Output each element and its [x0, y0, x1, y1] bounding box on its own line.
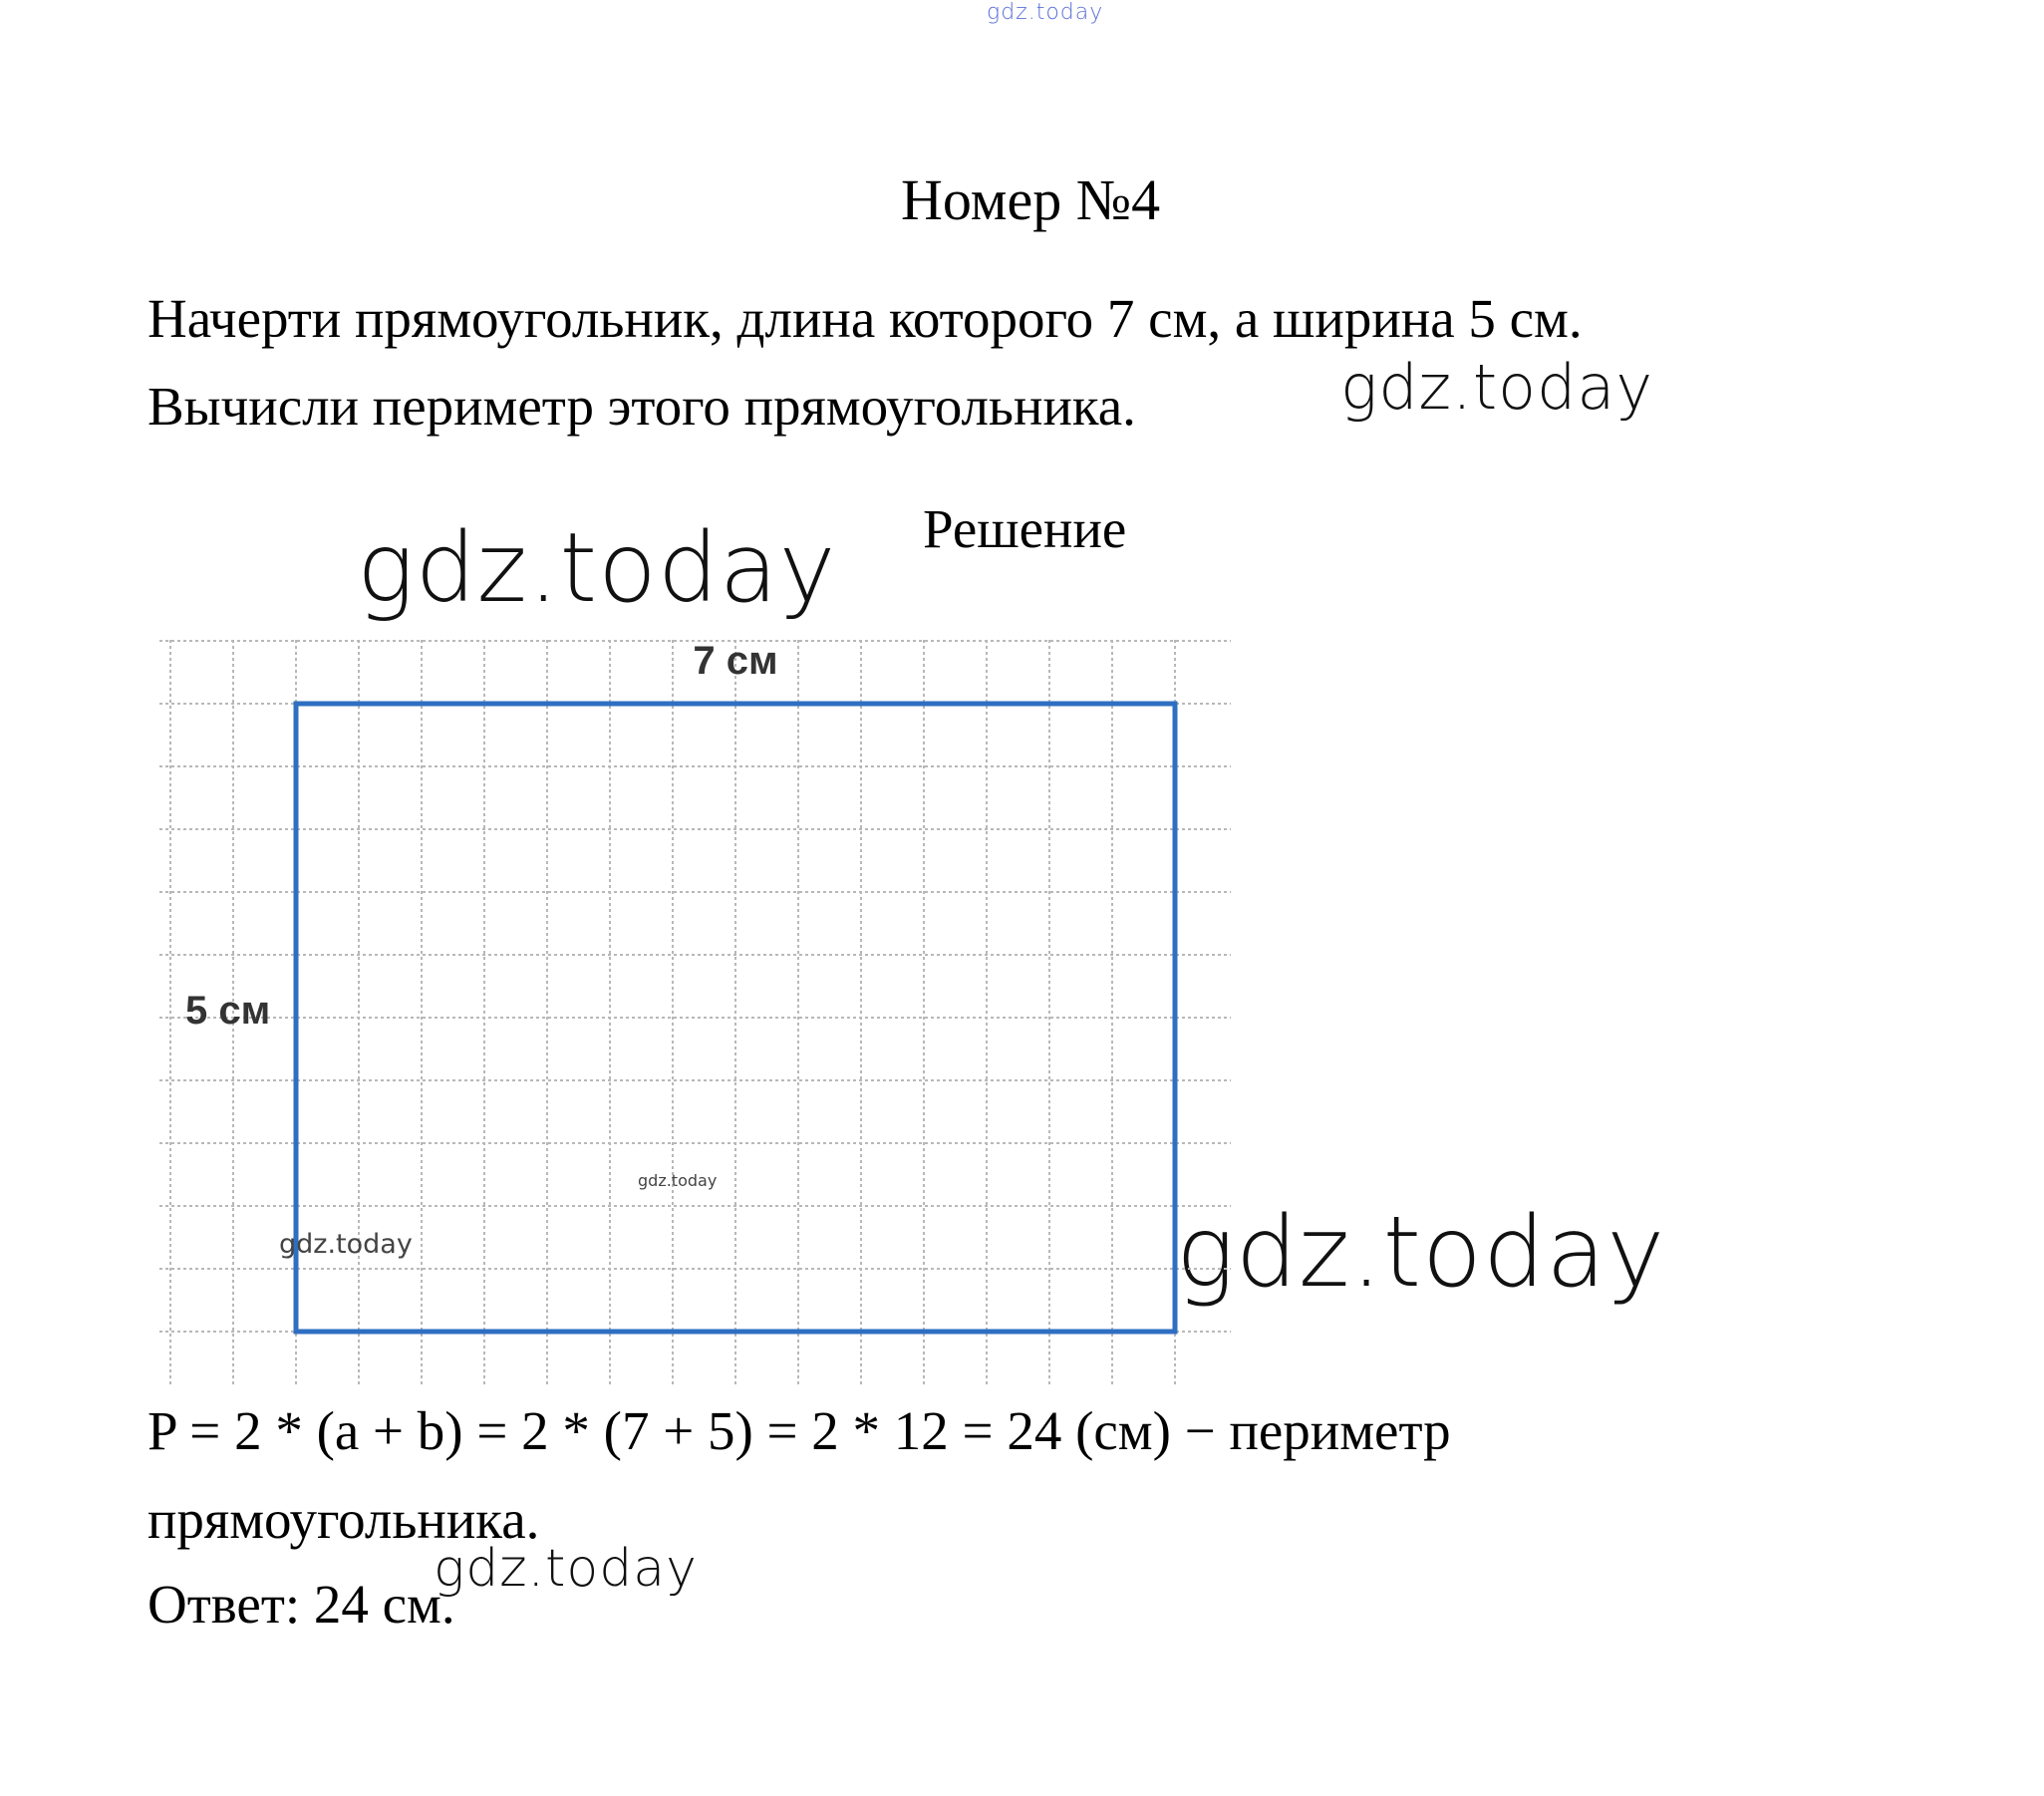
watermark-large-left: gdz.today [357, 512, 837, 624]
formula-line-2: прямоугольника. [147, 1489, 540, 1550]
watermark-task: gdz.today [1340, 351, 1654, 424]
length-label: 7 см [693, 639, 778, 683]
page-title: Номер №4 [901, 167, 1161, 232]
grid-lines [159, 640, 1231, 1385]
formula-line-1: P = 2 * (a + b) = 2 * (7 + 5) = 2 * 12 = 24 (см) − периметр [147, 1400, 1451, 1461]
watermark-large-right: gdz.today [1176, 1196, 1666, 1310]
answer-text: Ответ: 24 см. [147, 1574, 455, 1635]
task-line-1: Начерти прямоугольник, длина которого 7 см, а ширина 5 см. [147, 288, 1583, 349]
watermark-top: gdz.today [987, 0, 1104, 25]
watermark-grid-center: gdz.today [638, 1171, 718, 1190]
width-label: 5 см [185, 989, 271, 1033]
watermark-bottom: gdz.today [434, 1539, 698, 1599]
watermark-grid-bottom-left: gdz.today [279, 1229, 413, 1260]
solution-heading: Решение [923, 498, 1127, 559]
task-line-2: Вычисли периметр этого прямоугольника. [147, 376, 1136, 437]
